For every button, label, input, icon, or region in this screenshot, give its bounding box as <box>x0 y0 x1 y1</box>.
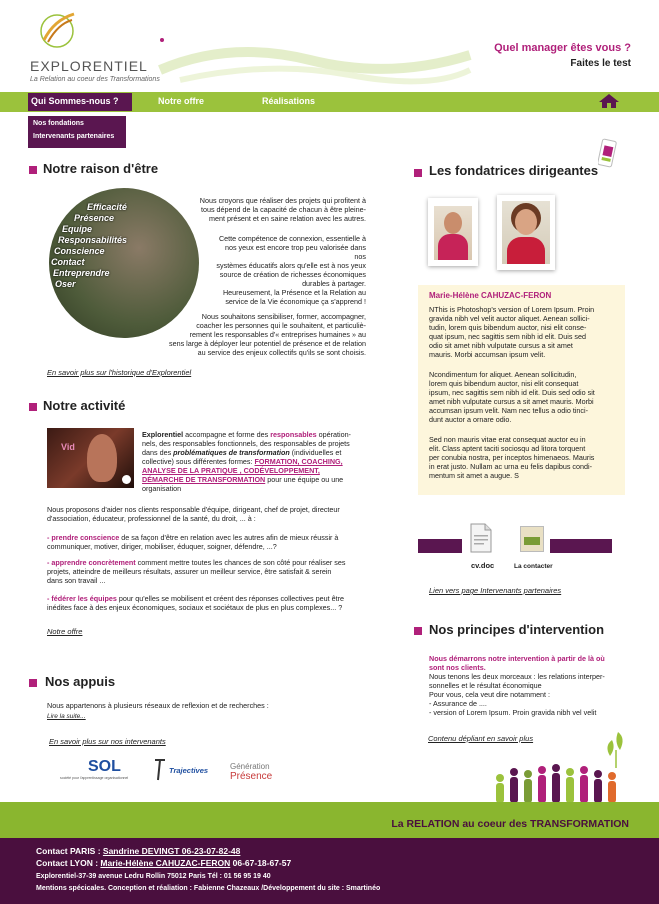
fondatrice-name: Marie-Hélène CAHUZAC-FERON <box>429 291 552 300</box>
trajectives-logo[interactable]: Trajectives <box>153 758 215 784</box>
video-face <box>87 434 117 482</box>
header-decoration <box>150 30 480 90</box>
historique-link[interactable]: En savoir plus sur l'historique d'Explorentiel <box>47 368 192 377</box>
raison-paragraph-2: Cette compétence de connexion, essentielle à nos yeux est encore trop peu valorisée dans nos systèmes éducatifs alors qu'elle est à nos yeux source de création de richesses économiques durables à partager. Heureusement, la Présence et la Relation au service de la Vie économique ça s'apprend ! <box>216 234 366 306</box>
bar-right <box>550 539 612 553</box>
section-title-appuis: Nos appuis <box>45 674 116 689</box>
intervenants-link[interactable]: En savoir plus sur nos intervenants <box>49 737 166 746</box>
section-title-principes: Nos principes d'intervention <box>429 622 605 637</box>
section-title-raison: Notre raison d'être <box>43 161 159 176</box>
circle-word: Entreprendre <box>53 268 110 278</box>
logo-tagline: La Relation au coeur des Transformations <box>30 76 160 83</box>
bar-left <box>418 539 462 553</box>
nav-item-realisations[interactable]: Réalisations <box>262 96 316 106</box>
home-icon[interactable] <box>598 93 620 109</box>
contact-card-icon[interactable] <box>520 526 544 552</box>
sol-logo[interactable]: SOL société pour l'apprentissage organisationnel <box>60 758 129 780</box>
submenu-item-fondations[interactable]: Nos fondations <box>33 120 84 127</box>
bio-paragraph-3: Sed non mauris vitae erat consequat auctor eu in elit. Class aptent taciti sociosqu ad litora torquent per conubia nostra, per inceptos himenaeos. Mauris in erat justo. Nullam ac urna eu felis dapibus condi- mentum sit amet a augue. S <box>429 435 595 480</box>
paris-contact-link[interactable]: Sandrine DEVINGT 06-23-07-82-48 <box>102 846 241 856</box>
activite-bullet-2: - apprendre concrètement comment mettre toutes les chances de son côté pour réaliser ses projets, atteindre de meilleurs résultats, assurer un meilleur service, être satisfait & serein dans son travail ... <box>47 558 346 585</box>
video-play-icon[interactable] <box>122 475 131 484</box>
principes-more-link[interactable]: Contenu dépliant en savoir plus <box>428 734 534 743</box>
circle-word: Contact <box>51 257 85 267</box>
contact-label[interactable]: La contacter <box>514 563 553 570</box>
video-label: Vid <box>61 442 75 452</box>
nav-item-qui-sommes-nous[interactable]: Qui Sommes-nous ? <box>31 96 119 106</box>
submenu-item-intervenants[interactable]: Intervenants partenaires <box>33 133 115 140</box>
footer-contact-paris: Contact PARIS : Sandrine DEVINGT 06-23-07-82-48 <box>36 846 241 856</box>
appuis-text: Nous appartenons à plusieurs réseaux de reflexion et de recherches : <box>47 701 269 710</box>
activite-bullet-3: - fédérer les équipes pour qu'elles se mobilisent et créent des réponses collectives peut être inédites face à des enjeux économiques, sociaux et sociétaux de plus en plus complexes... ? <box>47 594 345 612</box>
bio-paragraph-1: NThis is Photoshop's version of Lorem Ipsum. Proin gravida nibh vel velit auctor aliquet. Aenean sollici- tudin, lorem quis bibendum auctor, nisi elit conse- quat ipsum, nec sagittis sem nibh id elit. Duis sed odio sit amet nibh vulputate cursus a sit amet mauris. Morbi accumsan ipsum velit. <box>429 305 595 359</box>
circle-word: Conscience <box>54 246 105 256</box>
section-bullet <box>414 169 422 177</box>
portrait-photo-1[interactable] <box>428 198 478 266</box>
circle-word: Efficacité <box>87 202 127 212</box>
activite-bullet-1: - prendre conscience de sa façon d'être en relation avec les autres afin de mieux réussir à communiquer, motiver, diriger, mobiliser, éduquer, soigner, défendre, ...? <box>47 533 339 551</box>
footer-address: Explorentiel-37-39 avenue Ledru Rollin 75012 Paris Tél : 01 56 95 19 40 <box>36 873 271 880</box>
activite-video[interactable] <box>47 428 134 488</box>
people-group-illustration <box>490 728 630 808</box>
nav-item-notre-offre[interactable]: Notre offre <box>158 96 205 106</box>
section-bullet <box>29 166 37 174</box>
section-title-fondatrices: Les fondatrices dirigeantes <box>429 163 599 178</box>
circle-word: Présence <box>74 213 115 223</box>
raison-paragraph-1: Nous croyons que réaliser des projets qui profitent à tous dépend de la capacité de chacun à être pleine- ment présent et en saine relation avec les autres. <box>199 196 366 223</box>
partenaires-link[interactable]: Lien vers page Intervenants partenaires <box>429 586 562 595</box>
section-bullet <box>29 679 37 687</box>
notre-offre-link[interactable]: Notre offre <box>47 627 83 636</box>
principes-lead: Nous démarrons notre intervention à partir de là où sont nos clients. <box>429 654 605 672</box>
lire-suite-link[interactable]: Lire la suite... <box>47 713 86 720</box>
trajectives-mark-icon <box>153 758 167 782</box>
principes-text: Nous tenons les deux morceaux : les relations interper- sonnelles et le résultat économique Pour vous, cela veut dire notamment : - Assurance de .... - version of Lorem Ipsum. Proin gravida nibh vel velit <box>429 672 605 717</box>
activite-intro: Explorentiel accompagne et forme des responsables opération- nels, des responsables fonctionnels, des responsables de projets dans des problématiques de transformation (individuelles et collective) sous différentes formes: FORMATION, COACHING, ANALYSE DE LA PRATIQUE , CODÉVELOPPEMENT, DÉMARCHE DE TRANSFORMATION pour une équipe ou une organisation <box>142 430 351 493</box>
section-bullet <box>29 403 37 411</box>
brand-name: Explorentiel <box>142 430 184 439</box>
section-title-activite: Notre activité <box>43 398 126 413</box>
footer-mentions[interactable]: Mentions spécicales. Conception et réaliation : Fabienne Chazeaux /Développement du site : Smartinéo <box>36 885 381 892</box>
portrait-photo-2[interactable] <box>497 195 555 270</box>
section-bullet <box>414 627 422 635</box>
generation-presence-logo[interactable]: Génération Présence <box>230 762 273 782</box>
logo-name[interactable]: EXPLORENTIEL <box>30 58 148 74</box>
activite-paragraph-2: Nous proposons d'aider nos clients responsable d'équipe, dirigeant, chef de projet, directeur d'association, éducateur, professionnel de la santé, du droit, ... à : <box>47 505 340 523</box>
cv-doc-label[interactable]: cv.doc <box>471 561 495 570</box>
raison-paragraph-3: Nous souhaitons sensibiliser, former, accompagner, coacher les personnes qui le souhaitent, et particuliè- rement les responsables d'« entreprises humaines » au sens large à déployer leur potentiel de présence et de relation au service des enjeux collectifs qu'ils se sont choisis. <box>169 312 366 357</box>
circle-word: Responsabilités <box>58 235 128 245</box>
circle-word: Oser <box>55 279 76 289</box>
quiz-card-icon[interactable] <box>598 138 618 170</box>
lyon-contact-link[interactable]: Marie-Hélène CAHUZAC-FERON <box>100 858 231 868</box>
quiz-title-link[interactable]: Quel manager êtes vous ? <box>494 42 631 54</box>
bio-paragraph-2: Ncondimentum for aliquet. Aenean sollicitudin, lorem quis bibendum auctor, nisi elit consequat ipsum, nec sagittis sem nibh id elit. Duis sed odio sit amet nibh vulputate cursus a sit amet mauris. Morbi accumsan ipsum velit. Nam nec tellus a odio tinci- dunt auctor a ornare odio. <box>429 370 595 424</box>
circle-word: Equipe <box>62 224 93 234</box>
footer-contact-lyon: Contact LYON : Marie-Hélène CAHUZAC-FERON 06-67-18-67-57 <box>36 858 292 868</box>
band-tagline: La RELATION au coeur des TRANSFORMATION <box>391 818 629 830</box>
logo-swoosh-icon <box>36 10 78 52</box>
quiz-sub-link[interactable]: Faites le test <box>570 58 631 69</box>
document-icon[interactable] <box>469 523 493 553</box>
